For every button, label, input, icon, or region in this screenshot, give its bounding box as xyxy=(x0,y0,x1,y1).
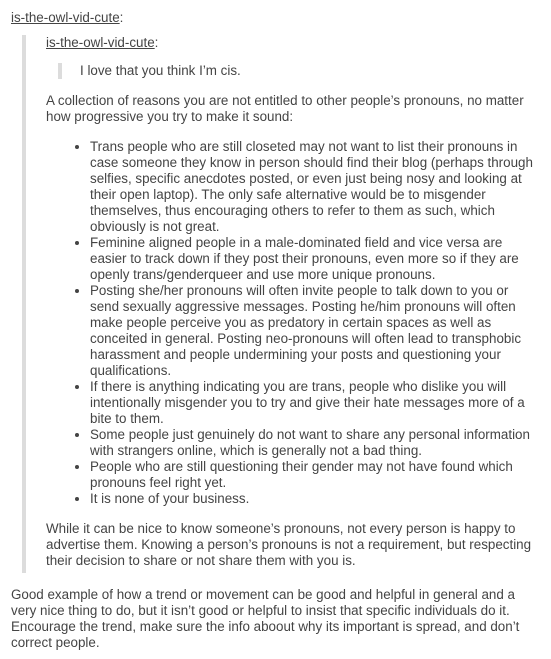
list-item: • Trans people who are still closeted may not want to list their pronouns in case someone they know in person should find their blog (perhaps through selfies, specific anecdotes posted, or even just being nosy and looking at their open laptop). The only safe alternative would be to misgender themselves, thus encouraging others to refer to them as such, which obviously is not great. xyxy=(90,139,541,235)
intro-paragraph: A collection of reasons you are not entitled to other people’s pronouns, no matter how progressive you try to make it sound: xyxy=(46,93,524,124)
list-item: • People who are still questioning their gender may not have found which pronouns feel right yet. xyxy=(90,459,541,491)
list-item: • Posting she/her pronouns will often invite people to talk down to you or send sexually aggressive messages. Posting he/him pronouns will often make people perceive you as predatory in certain spaces as well as conceited in general. Posting neo-pronouns will often lead to transphobic harassment and people undermining your posts and questioning your qualifications. xyxy=(90,283,541,379)
reasons-list xyxy=(46,139,541,507)
reblog-comment: Good example of how a trend or movement can be good and helpful in general and a very nice thing to do, but it isn’t good or helpful to insist that specific individuals do it. Encourage the trend, make sure the info aboout why its important is spread, and don’t correct people. xyxy=(11,587,520,650)
list-item: • Some people just genuinely do not want to share any personal information with strangers online, which is generally not a bad thing. xyxy=(90,427,541,459)
reblog-header xyxy=(11,10,541,26)
closing-paragraph: While it can be nice to know someone’s pronouns, not every person is happy to advertise them. Knowing a person’s pronouns is not a requirement, but respecting their decision to share or not share them with you is. xyxy=(46,521,532,568)
original-poster-username-link[interactable]: is-the-owl-vid-cute xyxy=(46,35,155,50)
list-item: • Feminine aligned people in a male-dominated field and vice versa are easier to track down if they post their pronouns, even more so if they are openly trans/genderqueer and use more unique pronouns. xyxy=(90,235,541,283)
colon: : xyxy=(154,35,159,50)
colon: : xyxy=(119,10,124,25)
list-item: • If there is anything indicating you are trans, people who dislike you will intentionally misgender you to try and give their hate messages more of a bite to them. xyxy=(90,379,541,427)
list-item: • It is none of your business. xyxy=(90,491,541,507)
quoted-post xyxy=(22,35,541,573)
inner-quote xyxy=(58,63,541,79)
quoted-post-header xyxy=(46,35,541,51)
reblogger-username-link[interactable]: is-the-owl-vid-cute xyxy=(11,10,120,25)
inner-quote-text: I love that you think I’m cis. xyxy=(80,63,241,78)
